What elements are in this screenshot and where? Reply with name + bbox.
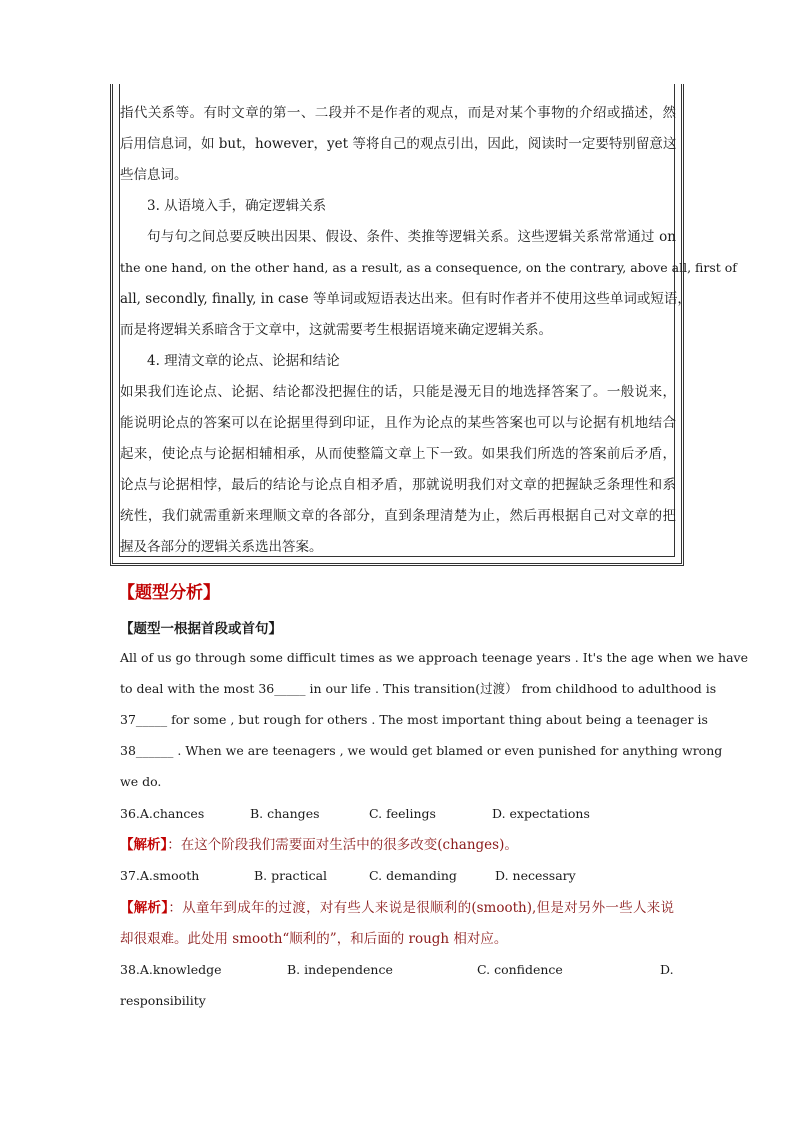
box-line: 指代关系等。有时文章的第一、二段并不是作者的观点，而是对某个事物的介绍或描述，然 [120,105,676,121]
q38-option-d-text: responsibility [120,993,206,1008]
passage-line: we do. [120,774,162,789]
passage-line: 37_____ for some , but rough for others . The most important thing about being a teenager is [120,712,708,727]
question-type-heading: 【题型一根据首段或首句】 [120,621,282,637]
q37-analysis-line: 却很艰难。此处用 smooth“顺利的”，和后面的 rough 相对应。 [120,931,508,947]
box-line: all, secondly, finally, in case 等单词或短语表达出来。但有时作者并不使用这些单词或短语， [120,291,691,307]
box-line: the one hand, on the other hand, as a result, as a consequence, on the contrary, above all, first of [120,260,737,275]
q36-option-a: 36.A.chances [120,806,205,821]
passage-line: 38______ . When we are teenagers , we would get blamed or even punished for anything wrong [120,743,723,758]
q37-option-a: 37.A.smooth [120,868,200,883]
box-line: 句与句之间总要反映出因果、假设、条件、类推等逻辑关系。这些逻辑关系常常通过 on [147,229,676,245]
q38-option-d: D. [660,962,674,977]
q38-option-b: B. independence [287,962,393,977]
box-line: 能说明论点的答案可以在论据里得到印证，且作为论点的某些答案也可以与论据有机地结合 [120,415,676,431]
section-heading: 【题型分析】 [118,583,220,603]
q36-analysis [120,836,674,854]
passage-line: All of us go through some difficult times as we approach teenage years . It's the age when we have [120,650,748,665]
box-subheading: 4. 理清文章的论点、论据和结论 [147,353,340,369]
q38-option-a: 38.A.knowledge [120,962,222,977]
analysis-text: ：在这个阶段我们需要面对生活中的很多改变(changes)。 [167,837,518,853]
q37-option-b: B. practical [254,868,328,883]
box-line: 如果我们连论点、论据、结论都没把握住的话，只能是漫无目的地选择答案了。一般说来， [120,384,676,400]
box-line: 而是将逻辑关系暗含于文章中，这就需要考生根据语境来确定逻辑关系。 [120,322,552,338]
q36-option-b: B. changes [250,806,320,821]
q37-option-d: D. necessary [495,868,576,883]
q36-option-c: C. feelings [369,806,436,821]
q37-option-c: C. demanding [369,868,457,883]
box-subheading: 3. 从语境入手，确定逻辑关系 [147,198,327,214]
analysis-text: ：从童年到成年的过渡，对有些人来说是很顺利的(smooth),但是对另外一些人来说 [168,900,674,916]
q37-analysis-line [120,899,674,917]
box-line: 些信息词。 [120,167,188,183]
box-line: 后用信息词，如 but，however，yet 等将自己的观点引出，因此，阅读时一定要特别留意这 [120,136,677,152]
passage-line: to deal with the most 36_____ in our life . This transition(过渡） from childhood to adulthood is [120,681,717,696]
q36-option-d: D. expectations [492,806,590,821]
analysis-tag: 【解析】 [120,837,168,853]
q38-option-c: C. confidence [477,962,563,977]
box-line: 起来，使论点与论据相辅相承，从而使整篇文章上下一致。如果我们所选的答案前后矛盾， [120,446,676,462]
box-line: 论点与论据相悖，最后的结论与论点自相矛盾，那就说明我们对文章的把握缺乏条理性和系 [120,477,676,493]
box-line: 统性，我们就需重新来理顺文章的各部分，直到条理清楚为止，然后再根据自己对文章的把 [120,508,676,524]
box-line: 握及各部分的逻辑关系选出答案。 [120,539,323,555]
analysis-tag: 【解析】 [120,900,169,916]
